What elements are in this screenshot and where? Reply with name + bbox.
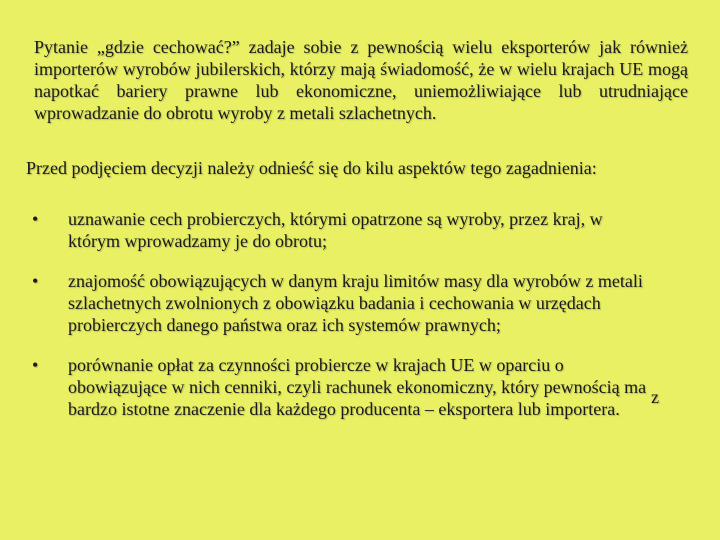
- list-item-text: znajomość obowiązujących w danym kraju limitów masy dla wyrobów z metali szlachetnych zwolnionych z obowiązku badania i cechowania w urzędach probierczych danego państwa oraz ich systemów prawnych;: [68, 271, 643, 335]
- list-item-text: porównanie opłat za czynności probiercze w krajach UE w oparciu o obowiązujące w nich cenniki, czyli rachunek ekonomiczny, który pewnością ma bardzo istotne znaczenie dla każdego producenta – eksportera lub importera.: [68, 355, 647, 419]
- lead-sentence: Przed podjęciem decyzji należy odnieść się do kilu aspektów tego zagadnienia:: [26, 158, 597, 178]
- aspects-list: [28, 208, 688, 438]
- bullet-icon: •: [32, 355, 39, 375]
- bullet-icon: •: [32, 209, 39, 229]
- stray-letter: z: [651, 387, 659, 407]
- list-item-text: uznawanie cech probierczych, którymi opatrzone są wyroby, przez kraj, w którym wprowadzamy je do obrotu;: [68, 209, 603, 251]
- list-item: [28, 270, 688, 336]
- list-item: [28, 208, 688, 252]
- intro-paragraph: Pytanie „gdzie cechować?” zadaje sobie z pewnością wielu eksporterów jak również importerów wyrobów jubilerskich, którzy mają świadomość, że w wielu krajach UE mogą napotkać bariery prawne lub ekonomiczne, uniemożliwiające lub utrudniające wprowadzanie do obrotu wyroby z metali szlachetnych.: [34, 37, 688, 123]
- list-item: [28, 354, 688, 420]
- bullet-icon: •: [32, 271, 39, 291]
